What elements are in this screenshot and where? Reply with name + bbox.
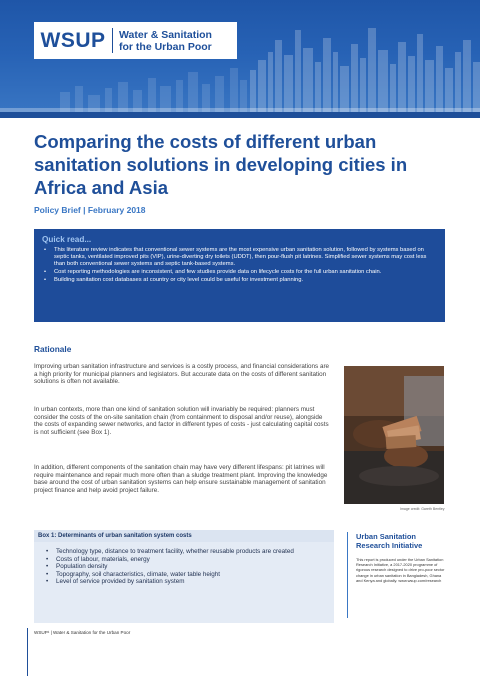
rationale-paragraph-1: Improving urban sanitation infrastructure and services is a costly process, and financial considerations are a high priority for municipal planners and legislators. But accurate data on the costs of different sanitation solutions is often not available. (34, 363, 330, 385)
quick-read-heading: Quick read... (42, 235, 92, 244)
list-item: • Costs of labour, materials, energy (42, 556, 328, 564)
sidebar-text: This report is produced under the Urban Sanitation Research Initiative, a 2017-2020 programme of rigorous research designed to drive pro-poor sector change in urban sanitation in Bangladesh, Ghana and Kenya and globally. www.wsup.com/research (356, 557, 445, 583)
footer-text: WSUP¹ | Water & Sanitation for the Urban Poor (34, 630, 131, 635)
rationale-paragraph-2: In urban contexts, more than one kind of sanitation solution will invariably be required: planners must consider the costs of the on-site sanitation chain (from containment to disposal and/or reuse), alongside the costs of expanding sewer networks, and factor in different types of costs - just calculating capital costs is not sufficient (see Box 1). (34, 406, 329, 436)
quick-read-list (42, 247, 437, 284)
banner-bottom-rule (0, 112, 480, 118)
logo-line-2: for the Urban Poor (119, 40, 212, 53)
logo-mark: WSUP (40, 28, 106, 52)
photo-credit: Image credit: Gareth Bentley (400, 507, 445, 511)
sidebar-heading: Urban Sanitation Research Initiative (356, 532, 423, 550)
wsup-logo[interactable] (34, 22, 237, 59)
rationale-heading: Rationale (34, 344, 72, 354)
list-item: • Cost reporting methodologies are inconsistent, and few studies provide data on lifecycle costs for the full urban sanitation chain. (42, 269, 437, 276)
list-item: • This literature review indicates that conventional sewer systems are the most expensive urban sanitation solution, followed by systems based on septic tanks, ventilated improved pits (VIP), urine-diverting dry toilets (UDDT), then pour-flush pit latrines. Simplified sewer systems may cost less than both conventional sewer systems and septic tank-based systems. (42, 247, 437, 268)
page-title: Comparing the costs of different urban sanitation solutions in developing cities in Africa and Asia (34, 131, 408, 198)
rationale-paragraph-3: In addition, different components of the sanitation chain may have very different lifespans: pit latrines will require maintenance and repair much more often than a sludge treatment plant. Improving the knowledge base around the cost of urban sanitation systems can help ensure sustainable management of sanitation project finance and help avoid project failure. (34, 464, 328, 494)
photo-hands-money (344, 366, 444, 504)
header-banner (0, 0, 480, 118)
policy-brief-date: Policy Brief | February 2018 (34, 205, 146, 215)
photo-illustration (344, 366, 444, 504)
box1-determinants (34, 530, 334, 623)
logo-line-1: Water & Sanitation (119, 28, 212, 41)
research-initiative-sidebar (347, 532, 445, 618)
logo-text (113, 29, 212, 53)
box1-list (42, 548, 328, 586)
list-item: • Technology type, distance to treatment facility, whether reusable products are created (42, 548, 328, 556)
list-item: • Level of service provided by sanitation system (42, 578, 328, 586)
city-skyline-graphic (0, 0, 480, 118)
list-item: • Building sanitation cost databases at country or city level could be useful for investment planning. (42, 277, 437, 284)
list-item: • Population density (42, 563, 328, 571)
box1-heading: Box 1: Determinants of urban sanitation system costs (34, 530, 334, 542)
list-item: • Topography, soil characteristics, climate, water table height (42, 571, 328, 579)
footer-rule (27, 628, 28, 676)
quick-read-box (34, 229, 445, 322)
